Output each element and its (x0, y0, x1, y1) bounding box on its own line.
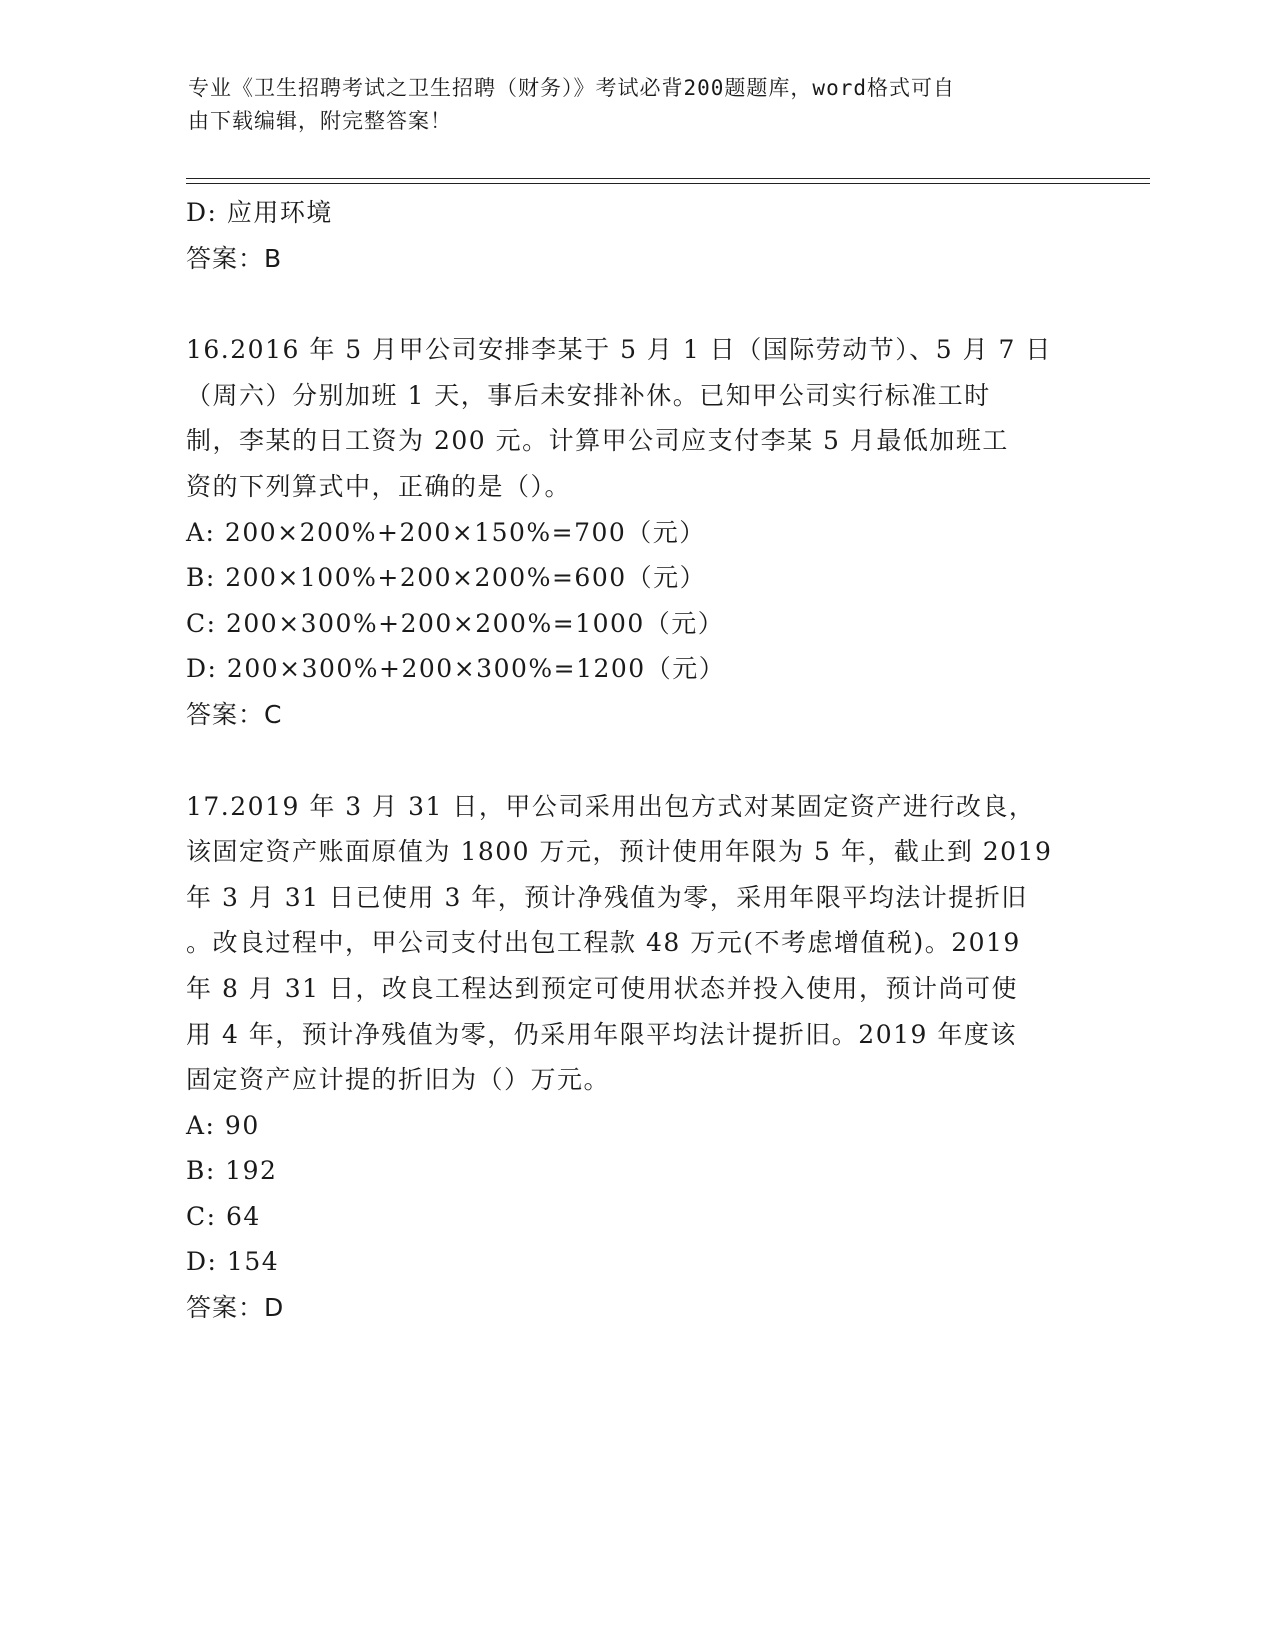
question-stem-line: （周六）分别加班 1 天，事后未安排补休。已知甲公司实行标准工时 (186, 380, 991, 410)
question-17 (186, 784, 1086, 1331)
question-stem-line: 17.2019 年 3 月 31 日，甲公司采用出包方式对某固定资产进行改良， (186, 791, 1036, 821)
answer-line: 答案：D (186, 1293, 285, 1323)
question-stem-line: 年 3 月 31 日已使用 3 年，预计净残值为零，采用年限平均法计提折旧 (186, 882, 1028, 912)
question-stem-line: 资的下列算式中，正确的是（）。 (186, 471, 572, 501)
header-divider-top (186, 178, 1150, 179)
question-stem-line: 该固定资产账面原值为 1800 万元，预计使用年限为 5 年，截止到 2019 (186, 837, 1053, 867)
answer-line: 答案：C (186, 699, 283, 729)
question-stem-line: 16.2016 年 5 月甲公司安排李某于 5 月 1 日（国际劳动节）、5 月 7 日 (186, 335, 1052, 365)
question-stem-line: 用 4 年，预计净残值为零，仍采用年限平均法计提折旧。2019 年度该 (186, 1019, 1017, 1049)
document-body (186, 190, 1086, 1331)
option-c: C: 200×300%+200×200%=1000（元） (186, 608, 725, 638)
header-divider-bottom (186, 183, 1150, 184)
option-d: D: 154 (186, 1247, 280, 1277)
option-b: B: 192 (186, 1156, 278, 1186)
option-d: D: 应用环境 (186, 198, 333, 227)
option-d: D: 200×300%+200×300%=1200（元） (186, 654, 726, 684)
question-16 (186, 327, 1086, 737)
question-stem-line: 固定资产应计提的折旧为（）万元。 (186, 1065, 611, 1095)
header-line-1: 专业《卫生招聘考试之卫生招聘（财务）》考试必背200题题库，word格式可自 (188, 76, 955, 100)
question-stem-line: 制，李某的日工资为 200 元。计算甲公司应支付李某 5 月最低加班工 (186, 426, 1009, 456)
spacer (186, 281, 1086, 327)
header-line-2: 由下载编辑，附完整答案！ (188, 109, 452, 133)
document-header (188, 72, 1068, 138)
option-b: B: 200×100%+200×200%=600（元） (186, 563, 707, 593)
spacer (186, 738, 1086, 784)
question-stem-line: 。改良过程中，甲公司支付出包工程款 48 万元(不考虑增值税)。2019 (186, 928, 1021, 958)
option-a: A: 200×200%+200×150%=700（元） (186, 517, 706, 547)
option-c: C: 64 (186, 1201, 261, 1231)
question-stem-line: 年 8 月 31 日，改良工程达到预定可使用状态并投入使用，预计尚可使 (186, 973, 1019, 1003)
previous-question-tail (186, 190, 1086, 281)
option-a: A: 90 (186, 1110, 260, 1140)
answer-line: 答案：B (186, 243, 283, 273)
